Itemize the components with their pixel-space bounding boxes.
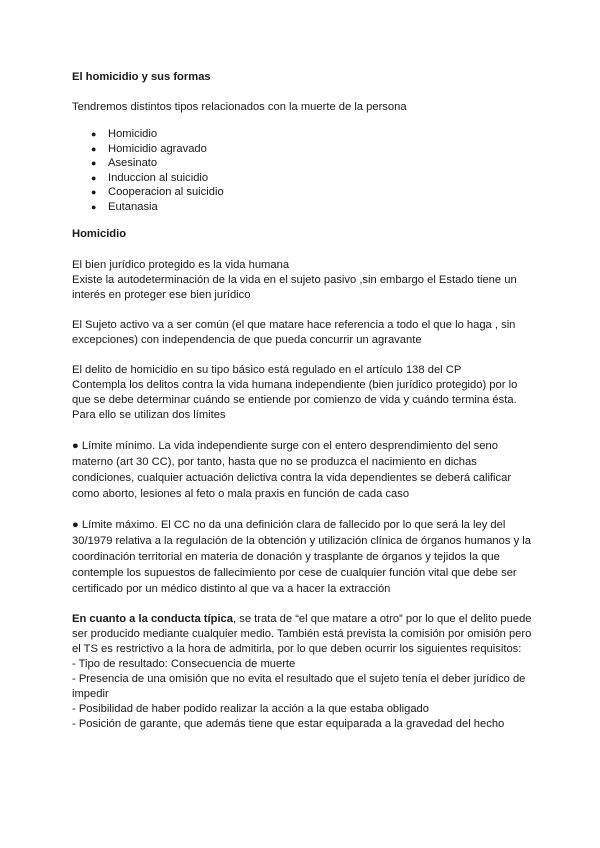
paragraph-active-subject: El Sujeto activo va a ser común (el que matare hace referencia a todo el que lo haga , sin excepciones) con independencia de que pueda concurrir un agravante — [72, 318, 516, 346]
requirement-item: - Tipo de resultado: Consecuencia de muerte — [72, 657, 296, 670]
document-page — [72, 70, 532, 732]
document-title: El homicidio y sus formas — [72, 71, 211, 83]
bullet-icon: ● — [91, 158, 97, 169]
list-item: ● Homicidio — [91, 128, 158, 140]
paragraph-minimum-limit: ● Límite mínimo. La vida independiente surge con el entero desprendimiento del seno materno (art 30 CC), por tanto, hasta que no se produzca el nacimiento en dichas condiciones, cualquier actuación delictiva contra la vida dependientes se deberá calificar como aborto, lesiones al feto o mala praxis en función de cada caso — [72, 439, 512, 500]
list-item: ● Eutanasia — [91, 200, 158, 213]
bullet-icon: ● — [91, 143, 97, 154]
paragraph-article-138: El delito de homicidio en su tipo básico está regulado en el artículo 138 del CP Contempla los delitos contra la vida humana independiente (bien jurídico protegido) por lo que se debe determinar cuándo se entiende por comienzo de vida y cuándo termina ésta. Para ello se utilizan dos límites — [72, 363, 518, 421]
conduct-heading: En cuanto a la conducta típica — [72, 612, 234, 625]
paragraph-maximum-limit: ● Límite máximo. El CC no da una definición clara de fallecido por lo que será la ley del 30/1979 relativa a la regulación de la obtención y utilización clínica de órganos humanos y la coordinación territorial en materia de donación y trasplante de órganos y tejidos la que contemple los supuestos de fallecimiento por cese de cualquier función vital que debe ser certificado por un médico distinto al que va a hacer la extracción — [72, 518, 531, 595]
requirement-item: - Presencia de una omisión que no evita el resultado que el sujeto tenía el deber jurídico de impedir — [72, 672, 526, 700]
list-item: ● Cooperacion al suicidio — [91, 186, 224, 199]
bullet-icon: ● — [91, 187, 97, 198]
requirement-item: - Posibilidad de haber podido realizar la acción a la que estaba obligado — [72, 702, 430, 715]
list-item: ● Homicidio agravado — [91, 142, 207, 155]
paragraph-legal-good: El bien jurídico protegido es la vida humana Existe la autodeterminación de la vida en el sujeto pasivo ,sin embargo el Estado tiene un interés en proteger ese bien jurídico — [72, 258, 517, 301]
bullet-icon: ● — [91, 172, 97, 183]
bullet-icon: ● — [91, 129, 97, 139]
requirement-item: - Posición de garante, que además tiene que estar equiparada a la gravedad del hecho — [72, 717, 505, 730]
intro-text: Tendremos distintos tipos relacionados con la muerte de la persona — [72, 101, 407, 113]
list-item: ● Asesinato — [91, 157, 158, 170]
list-item: ● Induccion al suicidio — [91, 171, 209, 184]
paragraph-conduct: En cuanto a la conducta típica, se trata de “el que matare a otro” por lo que el delito puede ser producido mediante cualquier medio. También está prevista la comisión por omisión pero el TS es restrictivo a la hora de admitirla, por lo que deben ocurrir los siguientes requisitos: - Tipo de resultado: Consecuencia de muerte - Presencia de una omisión que no evita el resultado que el sujeto tenía el deber jurídico de impedir - Posibilidad de haber podido realizar la acción a la que estaba obligado - Posición de garante, que además tiene que estar equiparada a la gravedad del hecho — [72, 612, 532, 730]
types-list — [72, 127, 532, 215]
section-heading: Homicidio — [72, 227, 127, 240]
bullet-icon: ● — [91, 201, 97, 212]
